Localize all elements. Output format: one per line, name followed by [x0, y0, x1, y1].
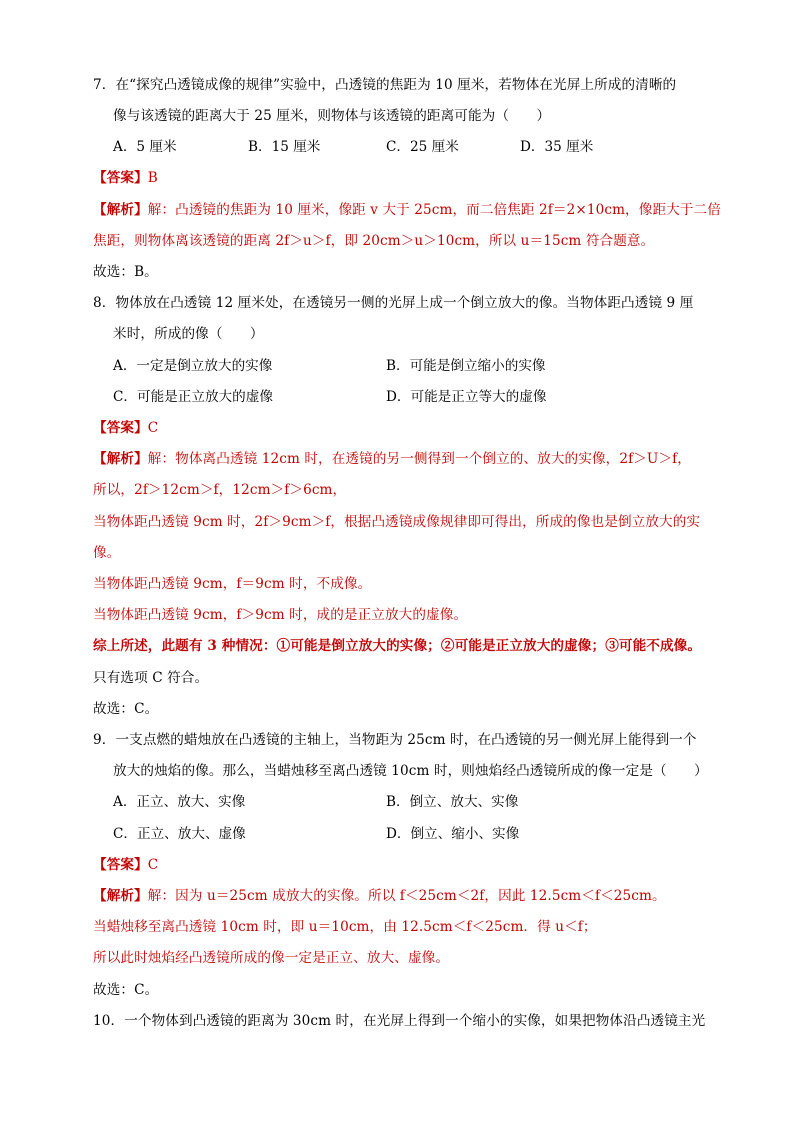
- q7-analysis-line1: [93, 198, 721, 222]
- q8-option-b: B．可能是倒立缩小的实像: [386, 358, 546, 374]
- q8-summary: 综上所述，此题有 3 种情况：①可能是倒立放大的实像；②可能是正立放大的虚像；③可能不成像。: [93, 638, 702, 654]
- q10-stem-line1: 10．一个物体到凸透镜的距离为 30cm 时，在光屏上得到一个缩小的实像，如果把物体沿凸透镜主光: [93, 1013, 706, 1029]
- q8-option-d: D．可能是正立等大的虚像: [386, 389, 547, 405]
- q7-option-c: C．25 厘米: [386, 139, 459, 155]
- q8-stem-line1: 8．物体放在凸透镜 12 厘米处，在透镜另一侧的光屏上成一个倒立放大的像。当物体距凸透镜 9 厘: [93, 295, 694, 311]
- analysis-tag: 【解析】: [93, 451, 148, 467]
- q9-answer: [93, 853, 158, 877]
- analysis-text: 解：因为 u＝25cm 成放大的实像。所以 f＜25cm＜2f，因此 12.5cm＜f＜25cm。: [147, 888, 666, 904]
- q7-option-a: A．5 厘米: [113, 139, 177, 155]
- q9-option-c: C．正立、放大、虚像: [113, 826, 246, 842]
- answer-value: C: [147, 420, 159, 436]
- q8-option-a: A．一定是倒立放大的实像: [113, 358, 273, 374]
- q8-stem-line2: 米时，所成的像（ ）: [113, 326, 264, 342]
- q9-choose: 故选：C。: [93, 982, 159, 998]
- analysis-text: 解：凸透镜的焦距为 10 厘米，像距 v 大于 25cm，而二倍焦距 2f＝2×10cm，像距大于二倍: [147, 202, 721, 218]
- q8-option-c: C．可能是正立放大的虚像: [113, 389, 273, 405]
- q8-analysis-line5: 当物体距凸透镜 9cm，f＝9cm 时，不成像。: [93, 576, 372, 592]
- q7-analysis-line2: 焦距，则物体离该透镜的距离 2f＞u＞f，即 20cm＞u＞10cm，所以 u＝15cm 符合题意。: [93, 233, 655, 249]
- answer-tag: 【答案】: [93, 420, 148, 436]
- q7-choose: 故选：B。: [93, 264, 158, 280]
- q9-option-d: D．倒立、缩小、实像: [386, 826, 520, 842]
- answer-value: B: [147, 170, 158, 186]
- q9-analysis-line3: 所以此时烛焰经凸透镜所成的像一定是正立、放大、虚像。: [93, 950, 450, 966]
- q8-analysis-line6: 当物体距凸透镜 9cm，f＞9cm 时，成的是正立放大的虚像。: [93, 607, 468, 623]
- analysis-tag: 【解析】: [93, 888, 148, 904]
- q7-stem-line2: 像与该透镜的距离大于 25 厘米，则物体与该透镜的距离可能为（ ）: [113, 108, 551, 124]
- q8-choose: 故选：C。: [93, 701, 159, 717]
- q9-option-a: A．正立、放大、实像: [113, 794, 246, 810]
- analysis-text: 解：物体离凸透镜 12cm 时，在透镜的另一侧得到一个倒立的、放大的实像，2f＞U＞f，: [147, 451, 691, 467]
- q9-stem-line1: 9．一支点燃的蜡烛放在凸透镜的主轴上，当物距为 25cm 时，在凸透镜的另一侧光屏上能得到一个: [93, 732, 697, 748]
- q9-analysis-line1: [93, 884, 666, 908]
- q8-analysis-line3: 当物体距凸透镜 9cm 时，2f＞9cm＞f，根据凸透镜成像规律即可得出，所成的像也是倒立放大的实: [93, 514, 701, 530]
- q8-analysis-line4: 像。: [93, 545, 121, 561]
- q8-answer: [93, 416, 158, 440]
- q7-option-b: B．15 厘米: [248, 139, 321, 155]
- q7-option-d: D．35 厘米: [520, 139, 594, 155]
- analysis-tag: 【解析】: [93, 202, 148, 218]
- q8-analysis-line1: [93, 447, 691, 471]
- q8-analysis-line2: 所以，2f＞12cm＞f，12cm＞f＞6cm，: [93, 482, 347, 498]
- q7-stem-line1: 7．在“探究凸透镜成像的规律”实验中，凸透镜的焦距为 10 厘米，若物体在光屏上所成的清晰的: [93, 77, 677, 93]
- answer-tag: 【答案】: [93, 170, 148, 186]
- q9-option-b: B．倒立、放大、实像: [386, 794, 519, 810]
- q8-only: 只有选项 C 符合。: [93, 670, 209, 686]
- q9-stem-line2: 放大的烛焰的像。那么，当蜡烛移至离凸透镜 10cm 时，则烛焰经凸透镜所成的像一定是（ ）: [113, 763, 708, 779]
- q9-analysis-line2: 当蜡烛移至离凸透镜 10cm 时，即 u＝10cm，由 12.5cm＜f＜25cm．得 u＜f；: [93, 919, 597, 935]
- answer-value: C: [147, 857, 159, 873]
- q7-answer: [93, 166, 158, 190]
- answer-tag: 【答案】: [93, 857, 148, 873]
